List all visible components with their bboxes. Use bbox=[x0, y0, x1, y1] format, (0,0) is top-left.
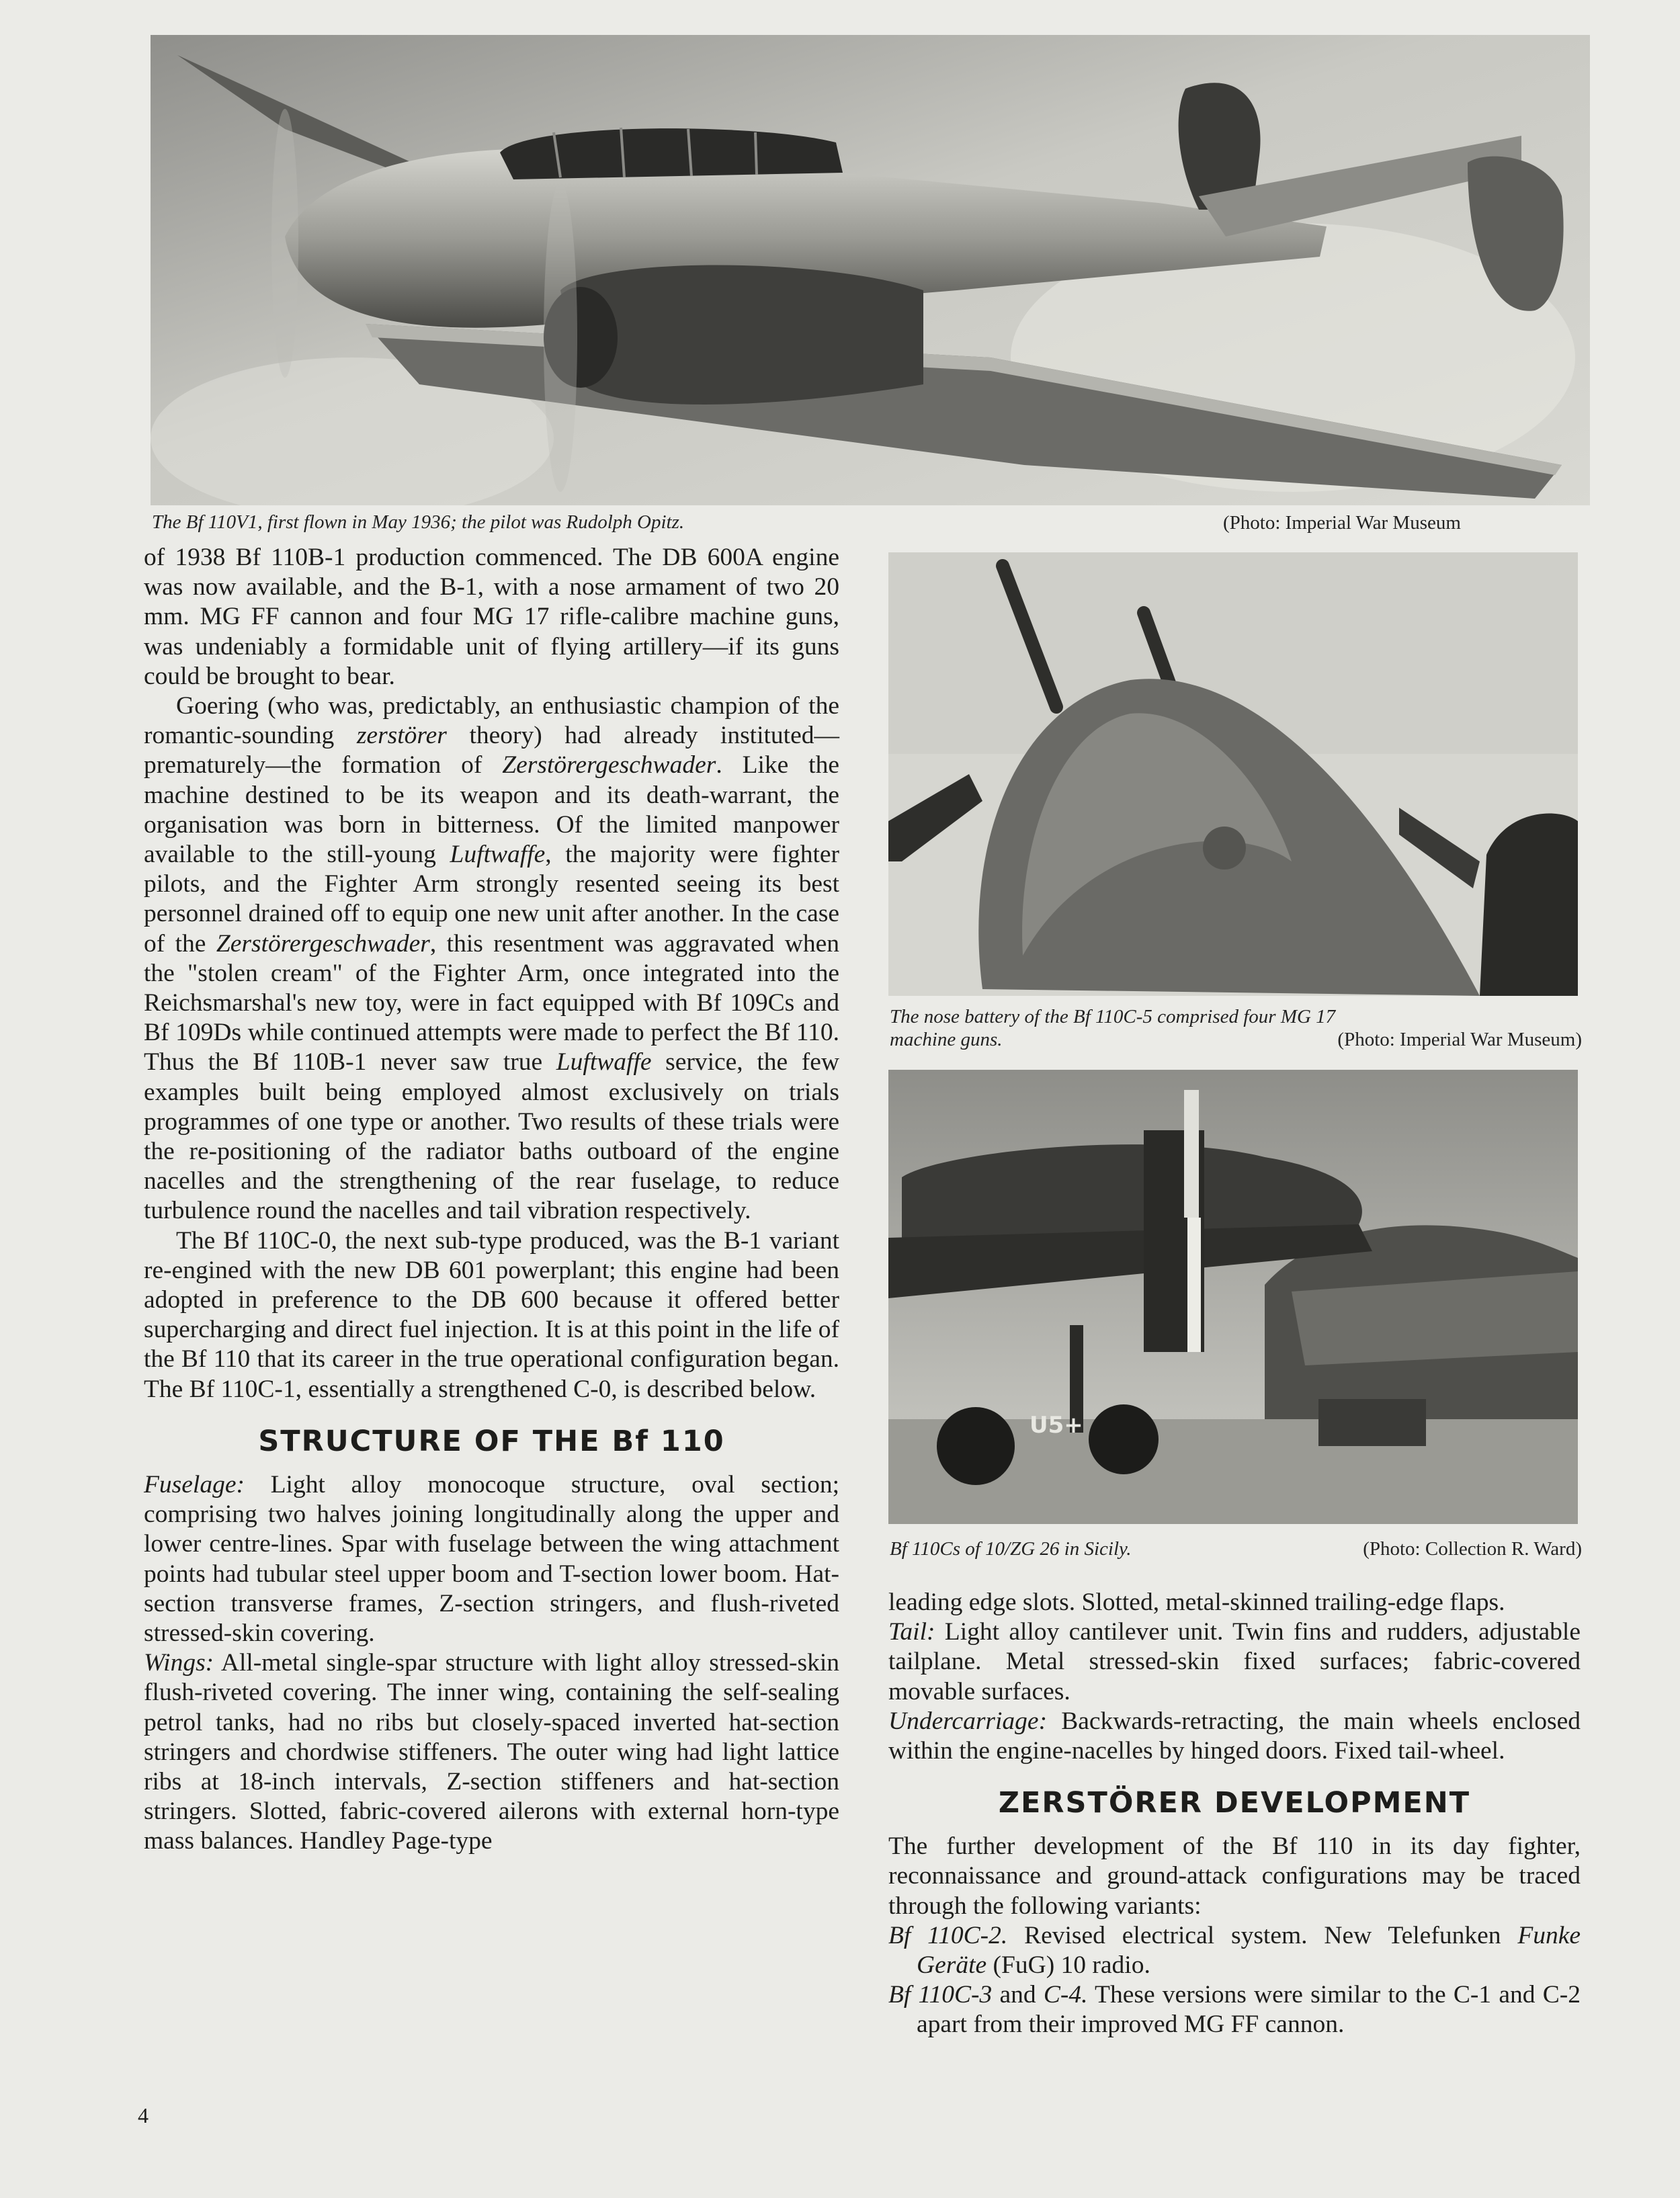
photo-sicily bbox=[888, 1070, 1578, 1524]
paragraph-2: Goering (who was, predictably, an enthusiastic champion of the romantic-sounding zerstörer theory) had already instituted—prematurely—the formation of Zerstörergeschwader. Like the machine destined to be its weapon and its death-warrant, the organisation was born in bitterness. Of the limited manpower available to the still-young Luftwaffe, the majority were fighter pilots, and the Fighter Arm strongly resented seeing its best personnel drained off to equip one new unit after another. In the case of the Zerstörergeschwader, this resentment was aggravated when the "stolen cream" of the Fighter Arm, once integrated into the Reichsmarshal's new toy, were in fact equipped with Bf 109Cs and Bf 109Ds while continued attempts were made to perfect the Bf 110. Thus the Bf 110B-1 never saw true Luftwaffe service, the few examples built being employed almost exclusively on trials programmes of one type or another. Two results of these trials were the re-positioning of the radiator baths outboard of the engine nacelles and the strengthening of the rear fuselage, to reduce turbulence round the nacelles and tail vibration respectively. bbox=[144, 692, 840, 1225]
variant-c2: Bf 110C-2. Revised electrical system. New Telefunken Funke Geräte (FuG) 10 radio. bbox=[888, 1921, 1581, 1980]
paragraph-3: The Bf 110C-0, the next sub-type produced, was the B-1 variant re-engined with the new DB 601 powerplant; this engine had been adopted in preference to the DB 600 because it offered better supercharging and direct fuel injection. It is at this point in the life of the Bf 110 that its career in the true operational configuration began. The Bf 110C-1, essentially a strengthened C-0, is described below. bbox=[144, 1226, 839, 1403]
sicily-photo-caption: Bf 110Cs of 10/ZG 26 in Sicily. (Photo: Collection R. Ward) bbox=[890, 1538, 1582, 1560]
top-photo-caption: The Bf 110V1, first flown in May 1936; the pilot was Rudolph Opitz. bbox=[152, 511, 685, 533]
fuselage-paragraph: Fuselage: Light alloy monocoque structure, oval section; comprising two halves joining longitudinally along the upper and lower centre-lines. Spar with fuselage between the wing attachment points had tubular steel upper boom and T-section lower boom. Hat-section transverse frames, Z-section stringers, and flush-riveted stressed-skin covering. bbox=[144, 1470, 839, 1647]
wings-paragraph: Wings: All-metal single-spar structure with light alloy stressed-skin flush-riveted covering. The inner wing, containing the self-sealing petrol tanks, had no ribs but closely-spaced inverted hat-section stringers and chordwise stiffeners. The outer wing had light lattice ribs at 18-inch intervals, Z-section stiffeners and hat-section stringers. Slotted, fabric-covered ailerons with external horn-type mass balances. Handley Page-type bbox=[144, 1649, 839, 1855]
heading-zerstorer: ZERSTÖRER DEVELOPMENT bbox=[998, 1786, 1471, 1820]
slots-paragraph: leading edge slots. Slotted, metal-skinned trailing-edge flaps. bbox=[888, 1589, 1505, 1616]
heading-structure: STRUCTURE OF THE Bf 110 bbox=[258, 1424, 725, 1458]
photo-nose-battery bbox=[888, 552, 1578, 996]
nose-photo-credit: (Photo: Imperial War Museum) bbox=[1337, 1029, 1582, 1050]
sicily-photo-credit: (Photo: Collection R. Ward) bbox=[1363, 1538, 1582, 1560]
variant-c3-c4: Bf 110C-3 and C-4. These versions were similar to the C-1 and C-2 apart from their improved MG FF cannon. bbox=[888, 1981, 1581, 2039]
undercarriage-paragraph: Undercarriage: Backwards-retracting, the main wheels enclosed within the engine-nacelles by hinged doors. Fixed tail-wheel. bbox=[888, 1707, 1581, 1765]
top-photo-credit: (Photo: Imperial War Museum bbox=[1223, 512, 1461, 534]
development-paragraph: The further development of the Bf 110 in its day fighter, reconnaissance and ground-attack configurations may be traced through the following variants: bbox=[888, 1832, 1581, 1920]
photo-bf110v1 bbox=[151, 35, 1590, 505]
right-column bbox=[888, 1588, 1581, 2040]
nose-photo-caption: The nose battery of the Bf 110C-5 comprised four MG 17 machine guns. (Photo: Imperial War Museum) bbox=[890, 1006, 1582, 1050]
paragraph-1: of 1938 Bf 110B-1 production commenced. The DB 600A engine was now available, and the B-1, with a nose armament of two 20 mm. MG FF cannon and four MG 17 rifle-calibre machine guns, was undeniably a formidable unit of flying artillery—if its guns could be brought to bear. bbox=[144, 544, 839, 690]
page-number: 4 bbox=[138, 2103, 149, 2127]
tail-paragraph: Tail: Light alloy cantilever unit. Twin fins and rudders, adjustable tailplane. Metal stressed-skin fixed surfaces; fabric-covered movable surfaces. bbox=[888, 1618, 1581, 1705]
aircraft-marking: U5+ bbox=[1030, 1412, 1083, 1439]
left-column bbox=[144, 543, 839, 1857]
